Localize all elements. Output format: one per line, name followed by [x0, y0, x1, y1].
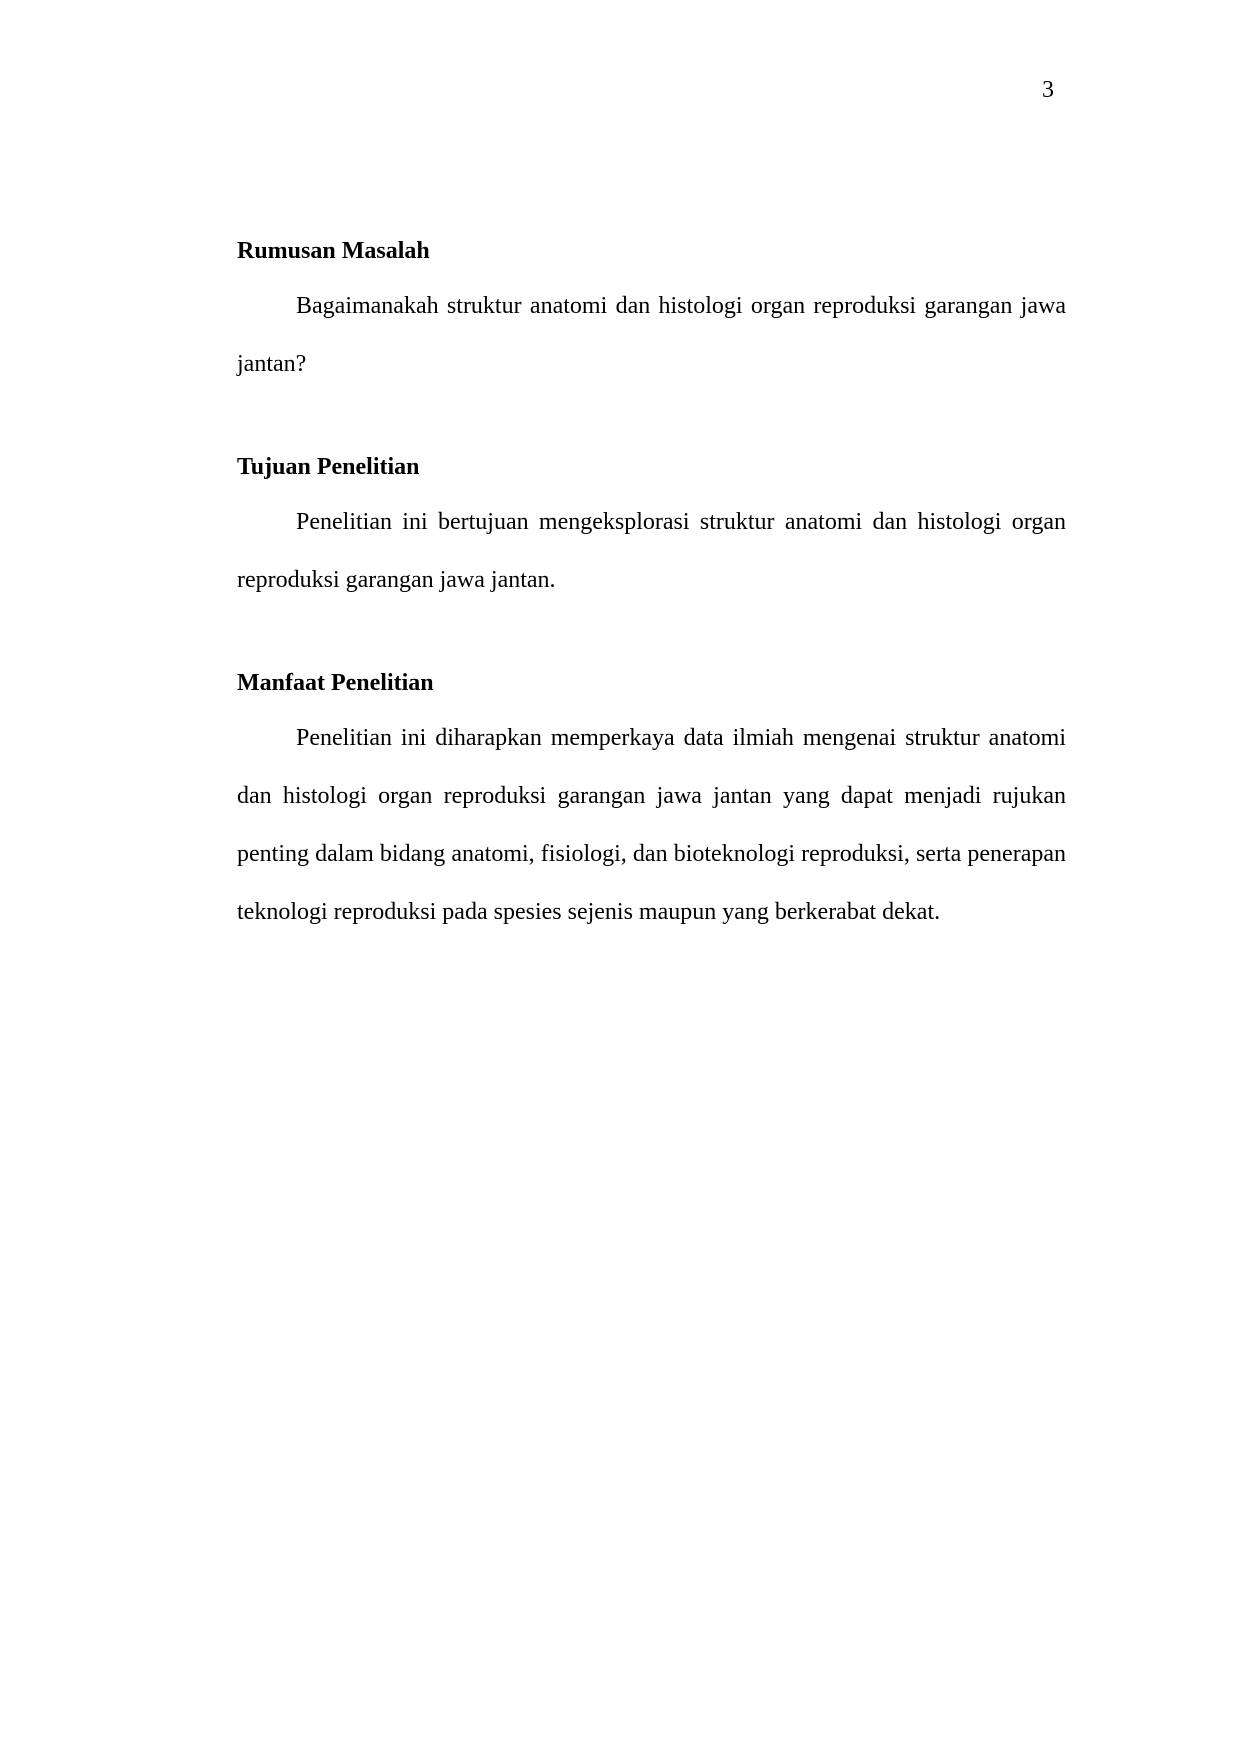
section-heading: Tujuan Penelitian [237, 454, 420, 480]
section-heading: Manfaat Penelitian [237, 670, 434, 696]
section-manfaat-penelitian [237, 665, 1066, 941]
section-heading: Rumusan Masalah [237, 238, 430, 264]
section-rumusan-masalah [237, 233, 1066, 393]
page-number: 3 [1042, 77, 1054, 103]
section-paragraph: Bagaimanakah struktur anatomi dan histologi organ reproduksi garangan jawa jantan? [237, 293, 1066, 377]
section-paragraph: Penelitian ini bertujuan mengeksplorasi struktur anatomi dan histologi organ reproduksi garangan jawa jantan. [237, 509, 1066, 593]
section-tujuan-penelitian [237, 449, 1066, 609]
section-paragraph: Penelitian ini diharapkan memperkaya data ilmiah mengenai struktur anatomi dan histologi organ reproduksi garangan jawa jantan yang dapat menjadi rujukan penting dalam bidang anatomi, fisiologi, dan bioteknologi reproduksi, serta penerapan teknologi reproduksi pada spesies sejenis maupun yang berkerabat dekat. [237, 725, 1066, 925]
document-body [237, 233, 1066, 941]
